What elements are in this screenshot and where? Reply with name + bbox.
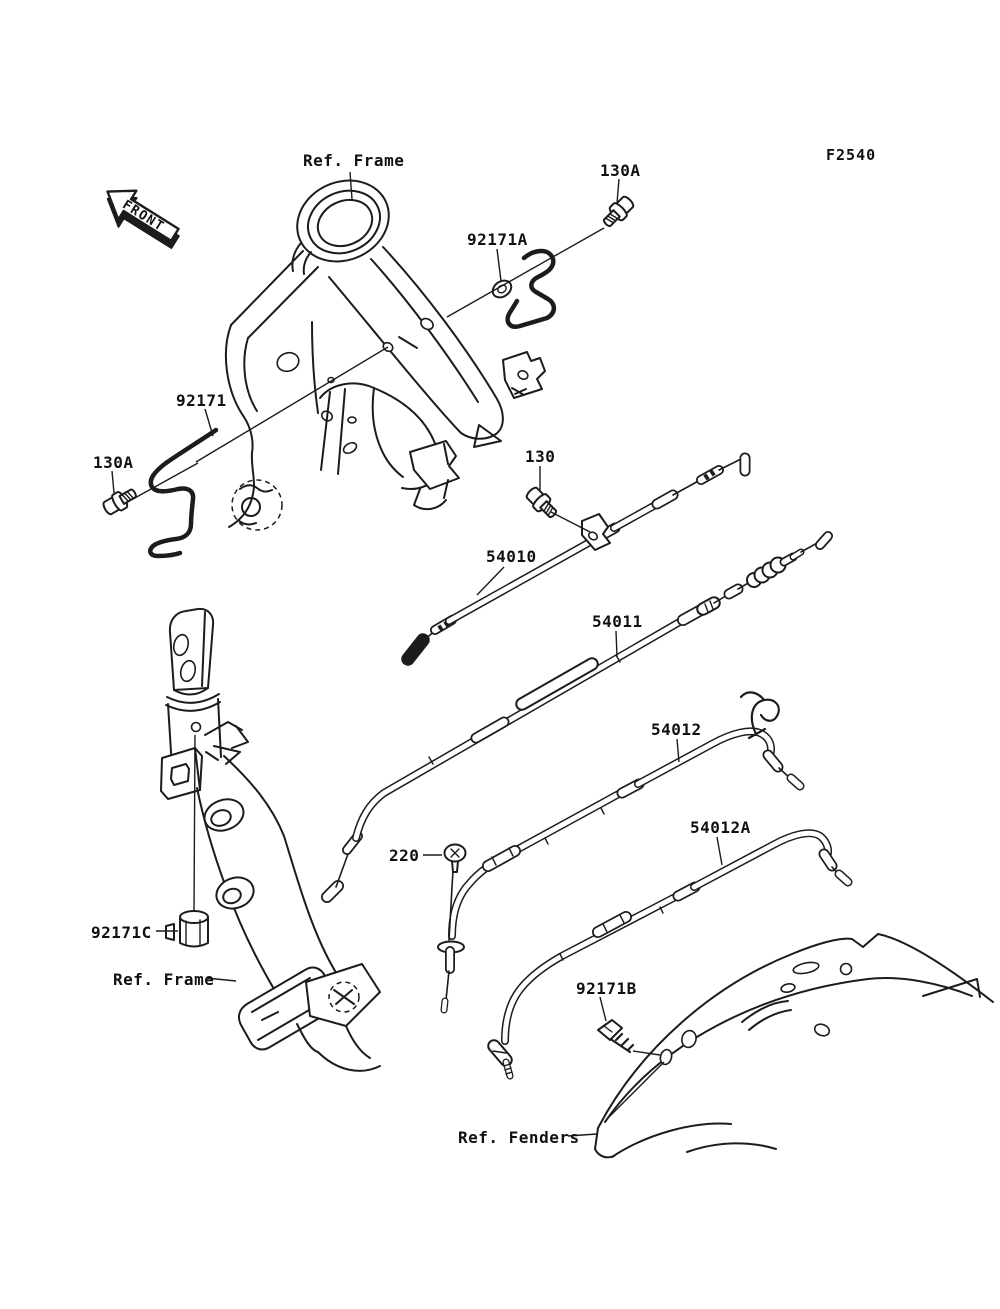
part-label-130: 130	[525, 447, 556, 466]
clamp-92171-wire	[150, 430, 216, 556]
part-label-220: 220	[389, 846, 420, 865]
fender-line-art	[595, 934, 993, 1157]
front-arrow	[95, 178, 187, 256]
part-label-130a-left: 130A	[93, 453, 134, 472]
ref-fenders-label: Ref. Fenders	[458, 1128, 580, 1147]
part-label-54012a: 54012A	[690, 818, 751, 837]
part-label-54011: 54011	[592, 612, 643, 631]
ref-frame-top-label: Ref. Frame	[303, 151, 405, 170]
part-label-92171a: 92171A	[467, 230, 528, 249]
front-direction-label: FRONT	[119, 197, 167, 235]
bolt-130a-left-icon	[101, 485, 139, 518]
ref-frame-bottom-label: Ref. Frame	[113, 970, 215, 989]
clip-92171b-icon	[598, 1020, 633, 1052]
cable-54012a	[493, 833, 848, 1076]
part-label-92171b: 92171B	[576, 979, 637, 998]
figure-code: F2540	[826, 146, 877, 164]
part-label-54010: 54010	[486, 547, 537, 566]
part-label-92171c: 92171C	[91, 923, 152, 942]
cable-54010	[408, 458, 745, 659]
cable-54012	[438, 692, 800, 1010]
part-label-130a-top: 130A	[600, 161, 641, 180]
part-label-54012: 54012	[651, 720, 702, 739]
clamp-92171c-icon	[166, 911, 208, 947]
part-label-92171: 92171	[176, 391, 227, 410]
bolt-130-icon	[524, 485, 561, 522]
